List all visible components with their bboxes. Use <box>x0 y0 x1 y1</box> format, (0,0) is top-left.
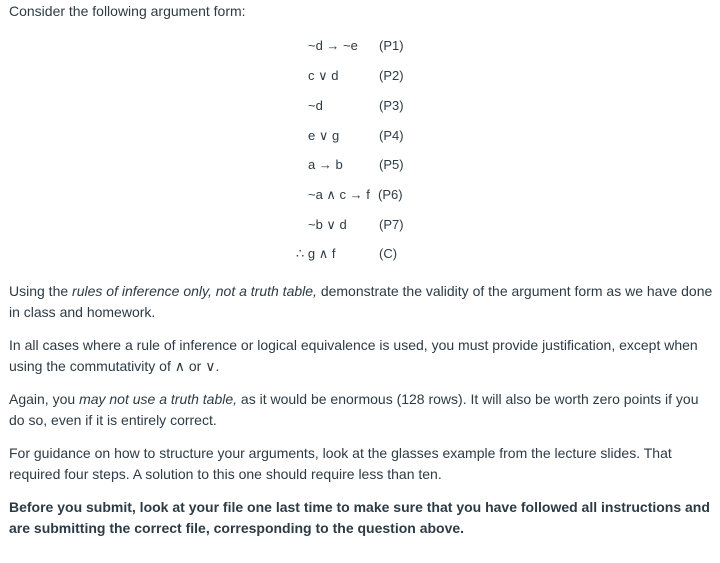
premise-label: (P4) <box>379 128 404 143</box>
conclusion-label: (C) <box>379 246 398 261</box>
premise-row <box>0 125 720 147</box>
premise-label: (P6) <box>378 187 403 202</box>
instruction-paragraph-1 <box>9 281 714 323</box>
submission-warning: Before you submit, look at your file one last time to make sure that you have followed all instructions and are submitting the correct file, corresponding to the question above. <box>9 499 710 536</box>
premise-formula: ~d → ~e <box>308 38 358 53</box>
instruction-paragraph-4: For guidance on how to structure your arguments, look at the glasses example from the lecture slides. That required four steps. A solution to this one should require less than ten. <box>9 445 672 482</box>
premise-row <box>0 35 720 57</box>
instruction-paragraph-3 <box>9 389 714 431</box>
premise-row <box>0 184 720 206</box>
premise-row <box>0 214 720 236</box>
premise-row <box>0 65 720 87</box>
paragraph-text: demonstrate the validity of the argument form as we have done in class and homework. <box>9 283 713 320</box>
conclusion-row <box>0 243 720 265</box>
intro-text: Consider the following argument form: <box>9 3 246 19</box>
premise-formula: a → b <box>308 157 343 172</box>
premise-label: (P5) <box>379 157 404 172</box>
premise-formula: ~a ∧ c → f <box>308 187 370 202</box>
emphasis-text: may not use a truth table, <box>79 391 238 407</box>
instruction-paragraph-2: In all cases where a rule of inference or logical equivalence is used, you must provide justification, except when using the commutativity of ∧ or ∨. <box>9 337 698 374</box>
premise-row <box>0 95 720 117</box>
premise-label: (P2) <box>379 68 404 83</box>
premise-label: (P7) <box>379 217 404 232</box>
emphasis-text: rules of inference only, not a truth table, <box>72 283 317 299</box>
paragraph-text: as it would be enormous (128 rows). It will also be worth zero points if you do so, even if it is entirely correct. <box>9 391 699 428</box>
premise-formula: c ∨ d <box>308 68 339 83</box>
premise-formula: ~d <box>308 98 323 113</box>
premise-list <box>0 35 720 270</box>
paragraph-text: Using the <box>9 283 73 299</box>
paragraph-text: Again, you <box>9 391 80 407</box>
conclusion-formula: ∴ g ∧ f <box>296 246 336 261</box>
premise-label: (P1) <box>379 38 404 53</box>
premise-label: (P3) <box>379 98 404 113</box>
premise-formula: ~b ∨ d <box>308 217 347 232</box>
premise-formula: e ∨ g <box>308 128 340 143</box>
premise-row <box>0 154 720 176</box>
